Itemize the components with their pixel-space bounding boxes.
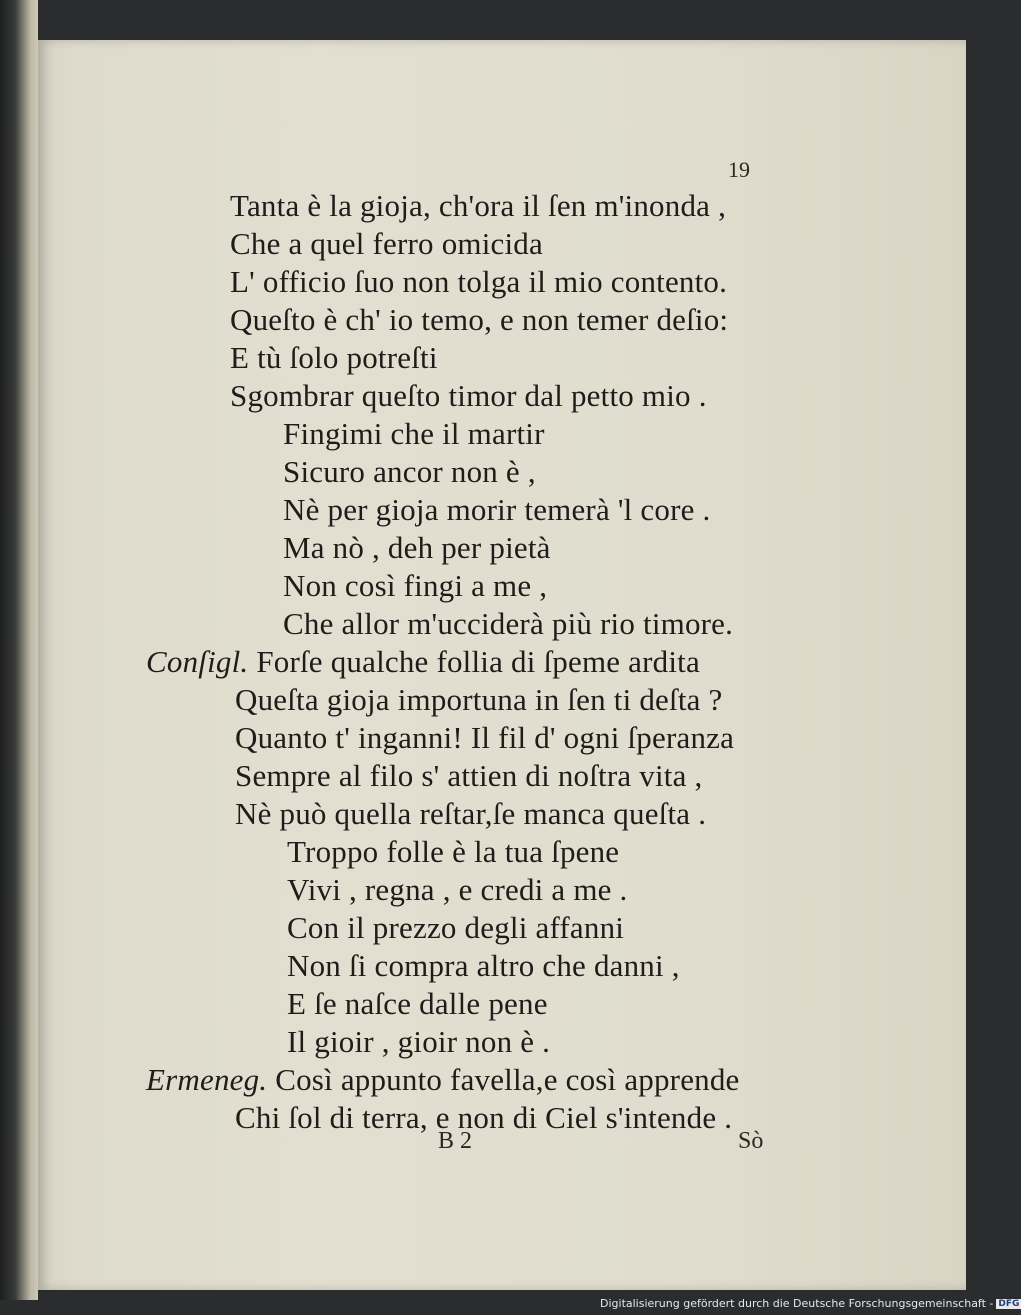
verse-line: E ſe naſce dalle pene (287, 986, 548, 1021)
verse-line: Sicuro ancor non è , (283, 454, 536, 489)
verse-line: Chi ſol di terra, e non di Ciel s'intende . (235, 1100, 733, 1135)
signature-mark: B 2 (438, 1128, 473, 1154)
verse-line: Nè può quella reſtar,ſe manca queſta . (235, 796, 707, 831)
page-number: 19 (728, 157, 750, 182)
verse-line: Fingimi che il martir (283, 416, 545, 451)
verse-line: Queſto è ch' io temo, e non temer deſio: (230, 302, 729, 337)
verse-line: L' officio ſuo non tolga il mio contento. (230, 264, 728, 299)
verse-line: Non così fingi a me , (283, 568, 548, 603)
verse-line: Vivi , regna , e credi a me . (287, 872, 628, 907)
dfg-logo: DFG (998, 1299, 1020, 1309)
verse-line: Il gioir , gioir non è . (287, 1024, 551, 1059)
verse-line: Che a quel ferro omicida (230, 226, 543, 261)
verse-line: Sgombrar queſto timor dal petto mio . (230, 378, 707, 413)
verse-line: Conſigl. Forſe qualche follia di ſpeme ardita (146, 644, 700, 679)
digitization-credit (600, 1297, 1020, 1315)
verse-line: Nè per gioja morir temerà 'l core . (283, 492, 711, 527)
speaker-name: Ermeneg. (146, 1062, 268, 1097)
verse-line: Non ſi compra altro che danni , (287, 948, 680, 983)
credit-text: Digitalisierung gefördert durch die Deutsche Forschungsgemeinschaft - (600, 1297, 994, 1310)
book-spine (0, 0, 38, 1300)
verse-line: Ermeneg. Così appunto favella,e così apprende (146, 1062, 740, 1097)
verse-line: Sempre al filo s' attien di noſtra vita , (235, 758, 703, 793)
verse-line: Troppo folle è la tua ſpene (287, 834, 620, 869)
verse-line: E tù ſolo potreſti (230, 340, 438, 375)
verse-line: Ma nò , deh per pietà (283, 530, 551, 565)
verse-line: Quanto t' inganni! Il fil d' ogni ſperanza (235, 720, 735, 755)
verse-line: Queſta gioja importuna in ſen ti deſta ? (235, 682, 723, 717)
verse-line: Con il prezzo degli affanni (287, 910, 625, 945)
verse-line: Che allor m'ucciderà più rio timore. (283, 606, 734, 641)
verse-line: Tanta è la gioja, ch'ora il ſen m'inonda , (230, 188, 727, 223)
speaker-name: Conſigl. (146, 644, 249, 679)
catchword: Sò (738, 1128, 764, 1154)
